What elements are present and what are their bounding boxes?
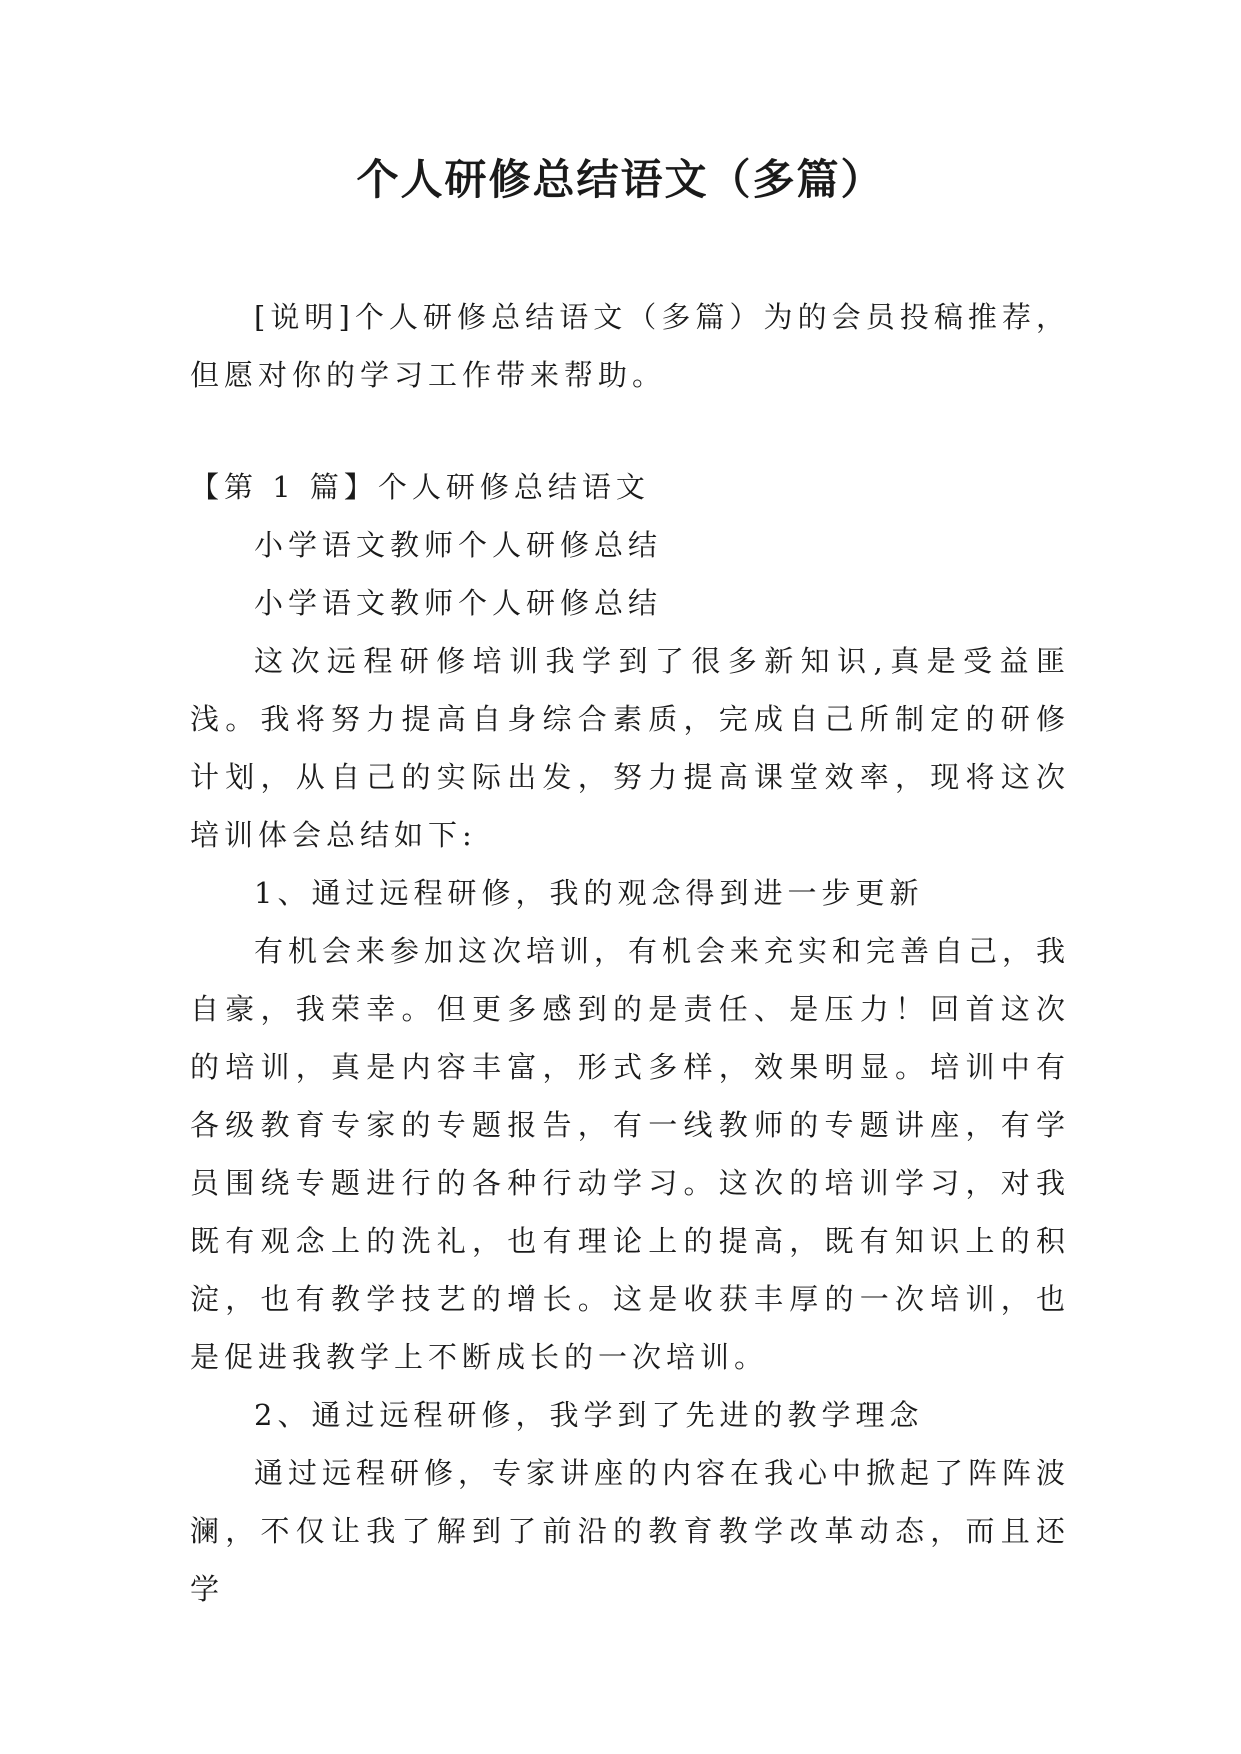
body-paragraph: 通过远程研修，专家讲座的内容在我心中掀起了阵阵波澜，不仅让我了解到了前沿的教育教学改革动态，而且还学 [190,1456,1071,1606]
intro-paragraph: [说明]个人研修总结语文（多篇）为的会员投稿推荐，但愿对你的学习工作带来帮助。 [190,300,1070,392]
article-subtitle: 小学语文教师个人研修总结 [254,586,663,620]
article-body [190,458,1070,1618]
section-heading: 【第 1 篇】个人研修总结语文 [190,470,650,504]
body-paragraph: 有机会来参加这次培训，有机会来充实和完善自己，我自豪，我荣幸。但更多感到的是责任、是压力！回首这次的培训，真是内容丰富，形式多样，效果明显。培训中有各级教育专家的专题报告，有一线教师的专题讲座，有学员围绕专题进行的各种行动学习。这次的培训学习，对我既有观念上的洗礼，也有理论上的提高，既有知识上的积淀，也有教学技艺的增长。这是收获丰厚的一次培训，也是促进我教学上不断成长的一次培训。 [190,934,1071,1374]
body-paragraph: 这次远程研修培训我学到了很多新知识,真是受益匪浅。我将努力提高自身综合素质，完成自己所制定的研修计划，从自己的实际出发，努力提高课堂效率，现将这次培训体会总结如下: [190,644,1070,852]
numbered-heading: 2、通过远程研修，我学到了先进的教学理念 [254,1398,924,1432]
document-title: 个人研修总结语文（多篇） [356,155,885,204]
intro-block [190,288,1070,404]
article-subtitle: 小学语文教师个人研修总结 [254,528,663,562]
numbered-heading: 1、通过远程研修，我的观念得到进一步更新 [254,876,924,910]
